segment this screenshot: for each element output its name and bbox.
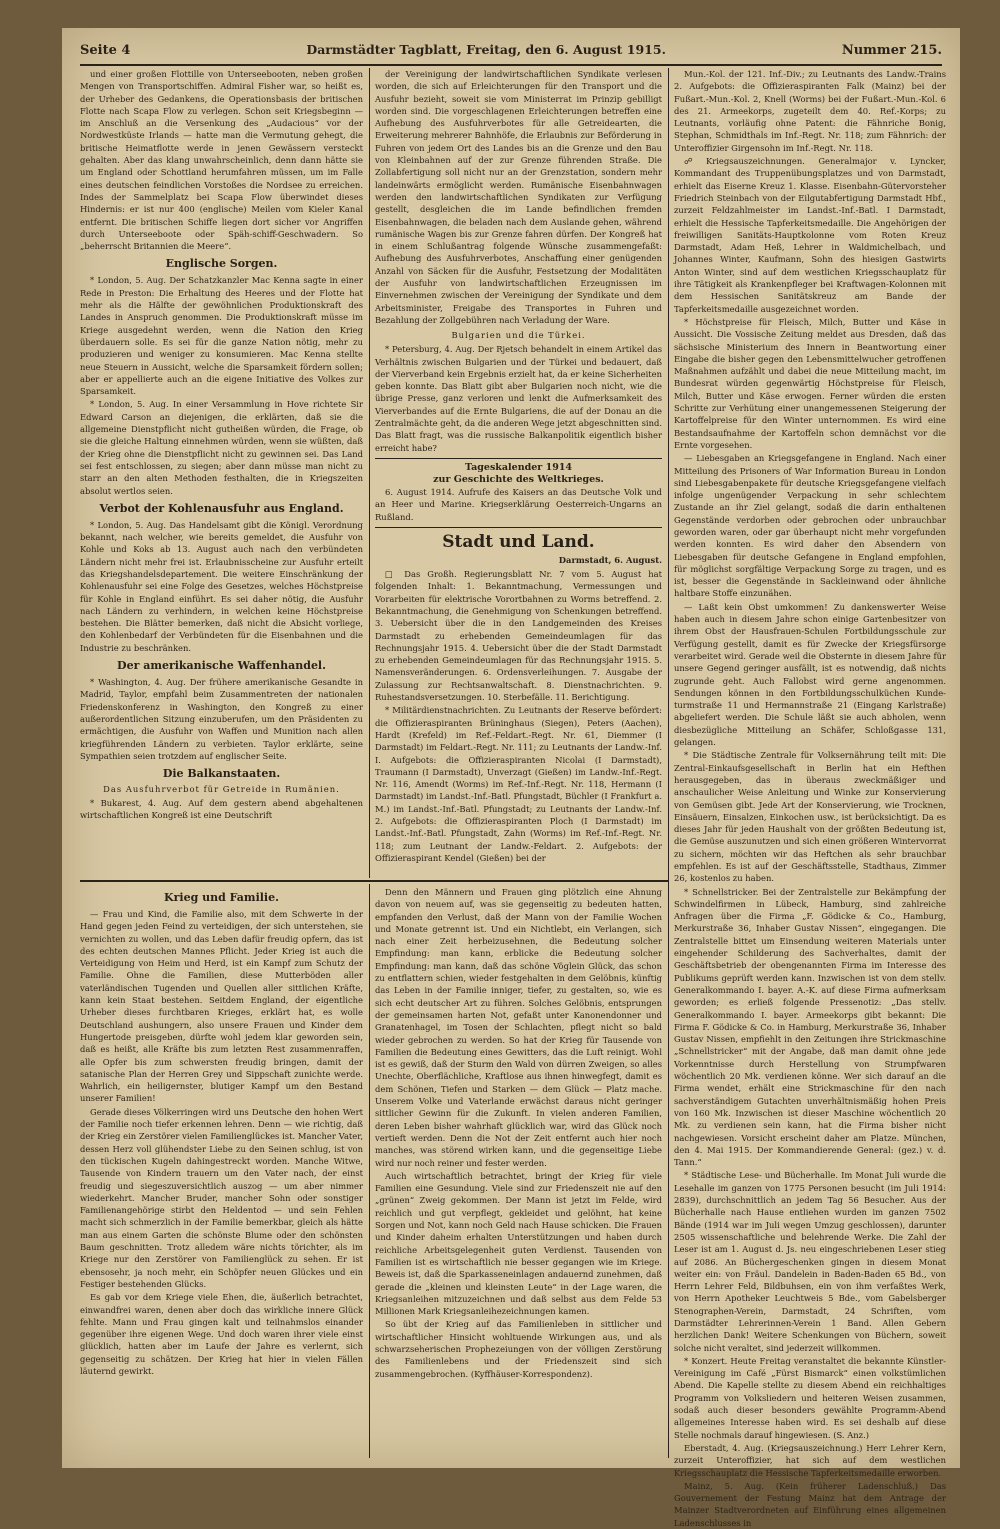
column-2 [375, 68, 662, 878]
masthead: Darmstädter Tagblatt, Freitag, den 6. August 1915. [306, 42, 666, 57]
dateline: Darmstadt, 6. August. [558, 554, 662, 565]
article-text: * Schnellstricker. Bei der Zentralstelle zur Bekämpfung der Schwindelfirmen in Lübeck, Hamburg, sind zahlreiche Anfragen über die Firma „F. Gödicke & Co., Hamburg, Merkurstraße 36, Inhaber Gustav Nissen“, eingegangen. Die Zentralstelle bittet um Einsendung weiteren Materials unter eingehender Schilderung des Sachverhaltes, damit der Geschäftsbetrieb der obengenannten Firma im Interesse des Publikums geprüft werden kann. Inzwischen ist von dem stellv. Generalkommando I. bayer. A.-K. auf diese Firma aufmerksam geworden; es erließ folgende Pressenotiz: „Das stellv. Generalkommando I. bayer. Armeekorps gibt bekannt: Die Firma F. Gödicke & Co. in Hamburg, Merkurstraße 36, Inhaber Gustav Nissen, empfiehlt in den Zeitungen ihre Strickmaschine „Schnellstricker“ mit der Angabe, daß man damit ohne jede Vorkenntnisse durch Herstellung von Strumpfwaren wöchentlich 20 Mk. verdienen könne. Wer sich darauf an die Firma wendet, erhält eine Strickmaschine für den nach sachverständigem Gutachten unverhältnismäßig hohen Preis von 160 Mk. Inzwischen ist dieser Maschine wöchentlich 20 Mk. zu verdienen sein kann, hat die Firma bisher nicht nachgewiesen. Vorsicht erscheint daher am Platze. München, den 4. Mai 1915. Der Kommandierende General: (gez.) v. d. Tann.“ [674, 886, 946, 1168]
article-text: — Liebesgaben an Kriegsgefangene in England. Nach einer Mitteilung des Prisoners of War Information Bureau in London sind Liebesgabenpakete für deutsche Kriegsgefangene vielfach infolge ungenügender Verpackung in sehr schlechtem Zustande an ihr Ziel gelangt, sodaß die darin enthaltenen Gegenstände verdorben oder gebrochen oder unbrauchbar geworden waren, oder gar überhaupt nicht mehr vorgefunden werden konnten. Es wird daher den Absendern von Liebesgaben für deutsche Gefangene in England empfohlen, für möglichst sorgfältige Verpackung Sorge zu tragen, und es ist, besser die Gegenstände in Sackleinwand oder ähnliche haltbare Stoffe einzunähen. [674, 453, 946, 599]
article-text: □ Das Großh. Regierungsblatt Nr. 7 vom 5. August hat folgenden Inhalt: 1. Bekanntmachung, Vermessungen und Vorarbeiten für elektrische Vorortbahnen zu Worms betreffend. 2. Bekanntmachung, die Genehmigung von Schenkungen betreffend. 3. Uebersicht über die in den Landgemeinden des Kreises Darmstadt zu erhebenden Gemeindeumlagen für das Rechnungsjahr 1915. 4. Uebersicht über die der Stadt Darmstadt zu erhebenden Gemeindeumlagen für das Rechnungsjahr 1915. 5. Namensveränderungen. 6. Ordensverleihungen. 7. Ausgabe der Zulassung zur Rechtsanwaltschaft. 8. Dienstnachrichten. 9. Ruhestandsversetzungen. 10. Sterbefälle. 11. Berichtigung. [375, 569, 662, 703]
column-3 [674, 68, 946, 1528]
article-text: * Washington, 4. Aug. Der frühere amerikanische Gesandte in Madrid, Taylor, empfahl beim Zusammentreten der nationalen Friedenskonferenz in Washington, den Kongreß zu einer außerordentlichen Sitzung einzuberufen, um den Präsidenten zu ermächtigen, die Ausfuhr von Waffen und Munition nach allen kriegführenden Ländern zu verbieten. Taylor erklärte, seine Sympathien seien trotzdem auf englischer Seite. [80, 677, 363, 761]
feature-text: Denn den Männern und Frauen ging plötzlich eine Ahnung davon von neuem auf, was sie gegenseitig zu bedeuten hatten, empfanden den Verlust, daß der Mann von der Familie Wochen und Monate getrennt ist. Und ein Nichtlebt, ein Verlangen, sich nach einer Zeit herbeizusehnen, die Bedeutung solcher Empfindung: man kann, erblicke die Bedeutung solcher Empfindung: man kann, daß das schöne Vöglein Glück, das schon zu entflattern schien, wieder festgehalten in dem Gelöbnis, künftig das Leben in der Familie inniger, tiefer, zu gestalten, so, wie es sich echt deutscher Art zu führen. Solches Gelöbnis, entsprungen der gemeinsamen harten Not, gefaßt unter Kanonendonner und Granatenhagel, im Tosen der Schlachten, pflegt nicht so bald wieder gebrochen zu werden. So hat der Krieg für Tausende von Familien die Bedeutung eines Gewitters, das die Luft reinigt. Wohl ist es gewiß, daß der Sturm den Wald von dürren Zweigen, so alles Unechte, Oberflächliche, Kraftlose aus ihnen hinwegfegt, damit es dem Schönen, Tiefen und Starken — dem Glück — Platz mache. Unserem Volke und Vaterlande erwächst daraus nicht geringer sittlicher Gewinn für die Zukunft. In vielen anderen Familien, deren Leben bisher wahrhaft glücklich war, wird das Glück noch vertieft werden. Denn die Not der Zeit entfernt auch hier noch manches, was störend wirken kann, und die gegenseitige Liebe wird nur noch reiner und fester werden. [375, 887, 662, 1168]
article-text: * Konzert. Heute Freitag veranstaltet die bekannte Künstler-Vereinigung im Café „Fürst Bismarck“ einen volkstümlichen Abend. Die Kapelle stellte zu diesem Abend ein reichhaltiges Programm von Volksliedern und heiteren Weisen zusammen, sodaß auch dieser besonders gewählte Programm-Abend allgemeines Interesse haben wird. Es sei deshalb auf diese Stelle nochmals darauf hingewiesen. (S. Anz.) [674, 1355, 946, 1440]
issue-number: Nummer 215. [841, 43, 942, 58]
page-number: Seite 4 [80, 43, 131, 58]
article-text: — Laßt kein Obst umkommen! Zu dankenswerter Weise haben auch in diesem Jahre schon einige Gartenbesitzer von ihrem Obst der Hausfrauen-Schulen Fortbildungsschule zur Verfügung gestellt, damit es für Zwecke der Kriegsfürsorge verarbeitet wird. Gerade weil die Obsternte in diesem Jahre für unsere Gegend geringer ausfällt, ist es notwendig, daß nichts zugrunde geht. Auch Fallobst wird gerne angenommen. Sendungen können in den Fortbildungsschulküchen Kunde-turmstraße 11 und Hermannstraße 21 (Eingang Karlstraße) abgeliefert werden. Die Schule läßt sie auch abholen, wenn diesbezügliche Mitteilung an Schäfer, Schloßgasse 131, gelangen. [674, 601, 946, 748]
article-text: * Städtische Lese- und Bücherhalle. Im Monat Juli wurde die Lesehalle im ganzen von 1775 Personen besucht (im Juli 1914: 2839), durchschnittlich an jedem Tag 56 Besucher. Aus der Bücherhalle nach Hause entliehen wurden im ganzen 7502 Bände (1914 war im Juli wegen Umzug geschlossen), darunter 2505 wissenschaftliche und belehrende Werke. Die Zahl der Leser ist am 1. August d. Js. neu eingeschriebenen Leser stieg auf 2086. An Büchergeschenken gingen in diesem Monat weiter ein: von Fräul. Dandelein in Baden-Baden 65 Bd., von Herrn Lehrer Feld, Bildbuhsen, ein von ihm verfaßtes Werk, von Herrn Apotheker Leuchtweis 5 Bde., vom Gabelsberger Stenographen-Verein, Darmstadt, 24 Schriften, vom Darmstädter Lehrerinnen-Verein 1 Band. Allen Gebern herzlichen Dank! Weitere Schenkungen von Büchern, soweit solche nicht veraltet, sind jederzeit willkommen. [674, 1170, 946, 1353]
section-rule [80, 880, 668, 882]
day-calendar-box [375, 458, 662, 528]
article-headline: Die Balkanstaaten. [162, 767, 281, 781]
article-text: der Vereinigung der landwirtschaftlichen Syndikate verlesen worden, die sich auf Erleichterungen für den Transport und die Ausfuhr bezieht, soweit sie vom Ministerrat im Prinzip gebilligt worden sind. Die vorgeschlagenen Erleichterungen betreffen eine Aufhebung des Ausfuhrverbotes für alle Getreidearten, die Erweiterung mehrerer Bahnhöfe, die Erlaubnis zur Beförderung in Fuhren von jedem Ort des Landes bis an die Grenze und den Bau von Kleinbahnen auf der zur Grenze führenden Straße. Die Zollabfertigung soll nicht nur an der Grenzstation, sondern mehr landeinwärts ermöglicht werden. Rumänische Eisenbahnwagen werden den landwirtschaftlichen Syndikaten zur Verfügung gestellt, desgleichen die im Lande befindlichen fremden Eisenbahnwagen, die beladen nach dem Auslande gehen, während rumänische Wagen bis zur Grenze fahren dürfen. Der Kongreß hat in einem Schlußantrag folgende Wünsche zusammengefaßt: Aufhebung des Ausfuhrverbotes, Anschaffung einer genügenden Anzahl von Säcken für die Ausfuhr, Festsetzung der Modalitäten der Ausfuhr von landwirtschaftlichen Erzeugnissen im Einvernehmen zwischen der Vereinigung der Syndikate und dem Arbeitsminister, Freigabe des Transportes in Fuhren und Bezahlung der Zollgebühren nach Verladung der Ware. [375, 69, 662, 325]
article-text: * Militärdienstnachrichten. Zu Leutnants der Reserve befördert: die Offizieraspiranten Brüninghaus (Siegen), Peters (Aachen), Hardt (Krefeld) im Ref.-Feldart.-Regt. Nr. 61, Diemmer (I Darmstadt) im Feldart.-Regt. Nr. 111; zu Leutnants der Landw.-Inf. I. Aufgebots: die Offizieraspiranten Nicolai (I Darmstadt), Traumann (I Darmstadt), Unverzagt (Gießen) im Landw.-Inf.-Regt. Nr. 116, Amendt (Worms) im Ref.-Inf.-Regt. Nr. 118, Hermann (I Darmstadt) im Landst.-Inf.-Batl. Pfungstadt, Büchler (I Frankfurt a. M.) im Landst.-Inf.-Batl. Pfungstadt; zu Leutnants der Landw.-Inf. 2. Aufgebots: die Offizieraspiranten Ploch (I Darmstadt) im Landst.-Inf.-Batl. Pfungstadt, Zahn (Worms) im Ref.-Inf.-Regt. Nr. 118; zum Leutnant der Landw.-Feldart. 2. Aufgebots: der Offizieraspirant Kendel (Gießen) bei der [375, 705, 662, 863]
column-rule-1 [369, 68, 370, 878]
feature-column-left [80, 886, 363, 1458]
column-rule-3 [369, 884, 370, 1458]
article-headline: Verbot der Kohlenausfuhr aus England. [99, 501, 344, 515]
article-text: Mun.-Kol. der 121. Inf.-Div.; zu Leutnants des Landw.-Trains 2. Aufgebots: die Offizieraspiranten Falk (Mainz) bei der Fußart.-Mun.-Kol. 2, Knell (Worms) bei der Fußart.-Mun.-Kol. 6 des 21. Armeekorps, zugeteilt dem 40. Ref.-Korps; zu Leutnants, vorläufig ohne Patent: die Fähnriche Bonig, Stephan, Schmidthals im Inf.-Regt. Nr. 118; zum Fähnrich: der Unteroffizier Girgensohn im Inf.-Regt. Nr. 118. [674, 69, 946, 153]
column-rule-2 [668, 68, 669, 1458]
article-text: * London, 5. Aug. Das Handelsamt gibt die Königl. Verordnung bekannt, nach welcher, wie bereits gemeldet, die Ausfuhr von Kohle und Koks ab 13. August auch nach den verbündeten Ländern nicht mehr frei ist. Erlaubnisscheine zur Ausfuhr erteilt das Kriegshandelsdepartement. Die weitere Einschränkung der Kohlenausfuhr sei eine Folge des Gesetzes, welches Höchstpreise für Kohle in England einführt. Es sei daher nötig, die Ausfuhr nach Ländern zu verhindern, in welchen keine Höchstpreise bestehen. Die Blätter bemerken, daß nicht die Absicht vorliege, den Kohlenbedarf der Verbündeten für die Eisenbahnen und die Industrie zu beschränken. [80, 519, 363, 653]
article-text: Eberstadt, 4. Aug. (Kriegsauszeichnung.) Herr Lehrer Kern, zurzeit Unteroffizier, hat sich auf dem westlichen Kriegsschauplatz die Hessische Tapferkeitsmedaille erworben. [674, 1442, 946, 1478]
feature-text: Gerade dieses Völkerringen wird uns Deutsche den hohen Wert der Familie noch tiefer erkennen lehren. Denn — wie richtig, daß der Krieg ein Zerstörer vielen Familienglückes ist. Mancher Vater, dessen Herz voll glühendster Liebe zu den Seinen schlug, ist von den tückischen Kugeln dahingestreckt worden. Manche Witwe, Tausende von Kindern trauern um den Vater nach, der einst freudig und siegeszuversichtlich auszog — um aber nimmer wiederkehrt. Mancher Bruder, mancher Sohn oder sonstiger Familienangehörige stirbt den Heldentod — und sein Fehlen macht sich schmerzlich in der Familie bemerkbar, gleich als hätte man aus einem Garten die schönste Blume oder den schönsten Baum geschnitten. Trotz alledem wäre nichts törichter, als im Kriege nur den Zerstörer von Familienglück zu sehen. Er ist ebensosehr, ja noch mehr, ein Schöpfer neuen Glückes und ein Festiger bestehenden Glücks. [80, 1106, 363, 1289]
article-text: * London, 5. Aug. Der Schatzkanzler Mac Kenna sagte in einer Rede in Preston: Die Erhaltung des Heeres und der Flotte hat mehr als die Hälfte der gewöhnlichen Produktionskraft des Landes in Anspruch genommen. Die Produktionskraft müsse im Kriege ausgedehnt werden, wenn die Nation den Krieg überdauern solle. Es sei für die ganze Nation nötig, mehr zu produzieren und weniger zu konsumieren. Mac Kenna stellte neue Steuern in Aussicht, welche die Sparsamkeit fördern sollen; aber er appellierte auch an die eigene Initiative des Volkes zur Sparsamkeit. [80, 275, 363, 397]
article-text: * Petersburg, 4. Aug. Der Rjetsch behandelt in einem Artikel das Verhältnis zwischen Bulgarien und der Türkei und bedauert, daß der Vierverband kein Ergebnis erzielt hat, da er keine Sicherheiten geben konnte. Das Blatt gibt aber Bulgarien noch nicht, wie die übrige Presse, ganz verloren und lenkt die Aufmerksamkeit des Vierverbandes auf die Ernte Bulgariens, die auf der Donau an die Zentralmächte geht, da die anderen Wege jetzt abgeschnitten sind. Das Blatt fragt, was die russische Balkanpolitik eigentlich bisher erreicht habe? [375, 344, 662, 453]
article-text: und einer großen Flottille von Unterseebooten, neben großen Mengen von Transportschiffen. Admiral Fisher war, so heißt es, der Urheber des Gedankens, die Operationsbasis der britischen Flotte nach Scapa Flow zu verlegen. Schon seit Kriegsbeginn — im Anschluß an die Versenkung des „Audacious“ vor der Nordwestküste Irlands — hatte man die Vermutung gehegt, die britische Heimatflotte werde in jenen Gewässern versteckt gehalten. Aber das klang unwahrscheinlich, denn dann hätte sie um England oder Schottland herumfahren müssen, um im Falle eines deutschen feindlichen Vorstoßes die Nordsee zu erreichen. Indes der Sammelplatz bei Scapa Flow überwindet dieses Hindernis: er ist nur 400 (englische) Meilen vom Kieler Kanal entfernt. Die britischen Schiffe liegen dort sicher vor Angriffen durch Unterseeboote oder Späh-schiff-Geschwadern. So „beherrscht Britannien die Meere“. [80, 69, 363, 252]
section-headline: Stadt und Land. [442, 531, 595, 552]
article-subheadline: Bulgarien und die Türkei. [451, 330, 586, 341]
column-1 [80, 68, 363, 878]
article-text: * Die Städtische Zentrale für Volksernährung teilt mit: Die Zentral-Einkaufsgesellschaft in Berlin hat ein Hefthen herausgegeben, das in überaus zweckmäßiger und anschaulicher Weise Anleitung und Winke zur Konservierung von Gemüsen gibt. Jede Art der Konservierung, wie Trocknen, Einsäuern, Einsalzen, Einkochen usw., ist berücksichtigt. Da es dieses Jahr für jeden Haushalt von der größten Bedeutung ist, die Gemüse auszunutzen und sich einen größeren Wintervorrat zu sichern, möchten wir das Heftchen als sehr brauchbar empfehlen. Es ist auf der Geschäftsstelle, Stadthaus, Zimmer 26, kostenlos zu haben. [674, 750, 946, 884]
page-header [80, 42, 942, 66]
article-text: * Bukarest, 4. Aug. Auf dem gestern abend abgehaltenen wirtschaftlichen Kongreß ist eine Deutschrift [80, 798, 363, 821]
article-headline: Englische Sorgen. [165, 257, 278, 271]
article-text: * Höchstpreise für Fleisch, Milch, Butter und Käse in Aussicht. Die Vossische Zeitung meldet aus Dresden, daß das sächsische Ministerium des Innern in Beantwortung einer Eingabe die bisher gegen den Lebensmittelwucher getroffenen Maßnahmen aufzählt und dabei die neue Mitteilung macht, im Bundesrat würden gegenwärtig Höchstpreise für Fleisch, Milch, Butter und Käse erwogen. Ferner würden die ersten Schritte zur Verhütung einer unangemessenen Steigerung der Kartoffelpreise für den Winter unternommen. Es wird eine Bestandsaufnahme der Kartoffeln schon demnächst vor die Ernte vorgesehen. [674, 316, 946, 450]
article-text: * London, 5. Aug. In einer Versammlung in Hove richtete Sir Edward Carson an diejenigen, die erklärten, daß sie die allgemeine Dienstpflicht nicht gutheißen würden, die Frage, ob sie die gleiche Haltung einnehmen würden, wenn sie wüßten, daß der Krieg ohne die Dienstpflicht nicht zu gewinnen sei. Das Land sei fest entschlossen, zu siegen; aber dann müsse man nicht zu starr an den alten Methoden festhalten, die in Kriegszeiten absolut wertlos seien. [80, 399, 363, 496]
calendar-title: Tageskalender 1914 [464, 461, 573, 473]
feature-text: So übt der Krieg auf das Familienleben in sittlicher und wirtschaftlicher Hinsicht wohltuende Wirkungen aus, und als schwarzseherischen Prophezeiungen von der völligen Zerstörung des Familienlebens und der Friedenszeit sind sich zusammengebrochen. (Kyffhäuser-Korrespondenz). [375, 1319, 662, 1379]
article-text: Mainz, 5. Aug. (Kein früherer Ladenschluß.) Das Gouvernement der Festung Mainz hat dem Antrage der Mainzer Stadtverordneten auf Einführung eines allgemeinen Ladenschlusses in [674, 1480, 946, 1528]
feature-text: — Frau und Kind, die Familie also, mit dem Schwerte in der Hand gegen jeden Feind zu verteidigen, der sich unterstehen, sie vernichten zu wollen, und das Leben dafür freudig opfern, das ist des echten deutschen Mannes Pflicht. Jeder Krieg ist auch die Verteidigung von Heim und Herd, ist ein Kampf zum Schutz der Familie. Ohne die Familien, diese Mutterböden aller vaterländischen Tugenden und Quellen aller sittlichen Kräfte, kann kein Staat bestehen. Seitdem England, der eigentliche Urheber dieses furchtbaren Krieges, erklärt hat, es wolle Deutschland aushungern, also unsere Frauen und Kinder dem Hungertode preisgeben, dürfte wohl jedem klar geworden sein, daß es heißt, alle Kräfte bis zum letzten Rest zusammenraffen, alle Opfer bis zum schwersten freudig bringen, damit der satanische Plan der Herren Grey und Sippschaft zunichte werde. Wahrlich, ein heiligernster, blutiger Kampf um den Bestand unserer Familien! [80, 909, 363, 1104]
feature-text: Auch wirtschaftlich betrachtet, bringt der Krieg für viele Familien eine Gesundung. Viele sind zur Friedenszeit nie auf den „grünen“ Zweig gekommen. Der Mann ist jetzt im Felde, wird reichlich und gut verpflegt, gekleidet und gelöhnt, hat keine Sorgen und Not, kann noch Geld nach Hause schicken. Die Frauen und Kinder daheim erhalten Unterstützungen und haben durch reichliche Arbeitsgelegenheit guten Verdienst. Tausenden von Familien ist es wirtschaftlich nie besser gegangen wie im Kriege. Beweis ist, daß die Sparkasseneinlagen andauernd zunehmen, daß gerade die „kleinen und kleinsten Leute“ in der Lage waren, die Kriegsanleihen mitzuzeichnen und daß selbst aus dem Felde 53 Millionen Mark Kriegsanleihezeichnungen kamen. [375, 1170, 662, 1317]
feature-column-right [375, 886, 662, 1458]
article-text: ☍ Kriegsauszeichnungen. Generalmajor v. Lyncker, Kommandant des Truppenübungsplatzes und von Darmstadt, erhielt das Eiserne Kreuz 1. Klasse. Eisenbahn-Gütervorsteher Friedrich Steinbach von der Eilgutabfertigung Darmstadt Hbf., zurzeit Feldzahlmeister im Landst.-Inf.-Batl. I Darmstadt, erhielt die Hessische Tapferkeitsmedaille. Die Angehörigen der freiwilligen Sanitäts-Hauptkolonne vom Roten Kreuz Darmstadt, Adam Heß, Lehrer in Waldmichelbach, und Johannes Winter, Kaufmann, Sohn des hiesigen Gastwirts Anton Winter, sind auf dem westlichen Kriegsschauplatz für ihre Tätigkeit als Krankenpfleger bei Kraftwagen-Kolonnen mit dem Hessischen Sanitätskreuz am Bande der Tapferkeitsmedaille ausgezeichnet worden. [674, 156, 946, 314]
newspaper-page [62, 28, 960, 1528]
article-headline: Der amerikanische Waffenhandel. [117, 659, 326, 673]
calendar-subtitle: zur Geschichte des Weltkrieges. [433, 473, 604, 485]
article-subheadline: Das Ausfuhrverbot für Getreide in Rumänien. [103, 784, 340, 795]
feature-headline: Krieg und Familie. [164, 891, 279, 904]
feature-text: Es gab vor dem Kriege viele Ehen, die, äußerlich betrachtet, einwandfrei waren, denen aber doch das wirkliche innere Glück fehlte. Mann und Frau gingen kalt und teilnahmslos einander gegenüber ihre eigenen Wege. Und doch waren ihrer viele einst glücklich, hatten aber im Laufe der Jahre es verlernt, sich gegenseitig zu schätzen. Der Krieg hat hier in vielen Fällen läuternd gewirkt. [80, 1292, 363, 1376]
calendar-text: 6. August 1914. Aufrufe des Kaisers an das Deutsche Volk und an Heer und Marine. Kriegserklärung Oesterreich-Ungarns an Rußland. [375, 486, 662, 522]
